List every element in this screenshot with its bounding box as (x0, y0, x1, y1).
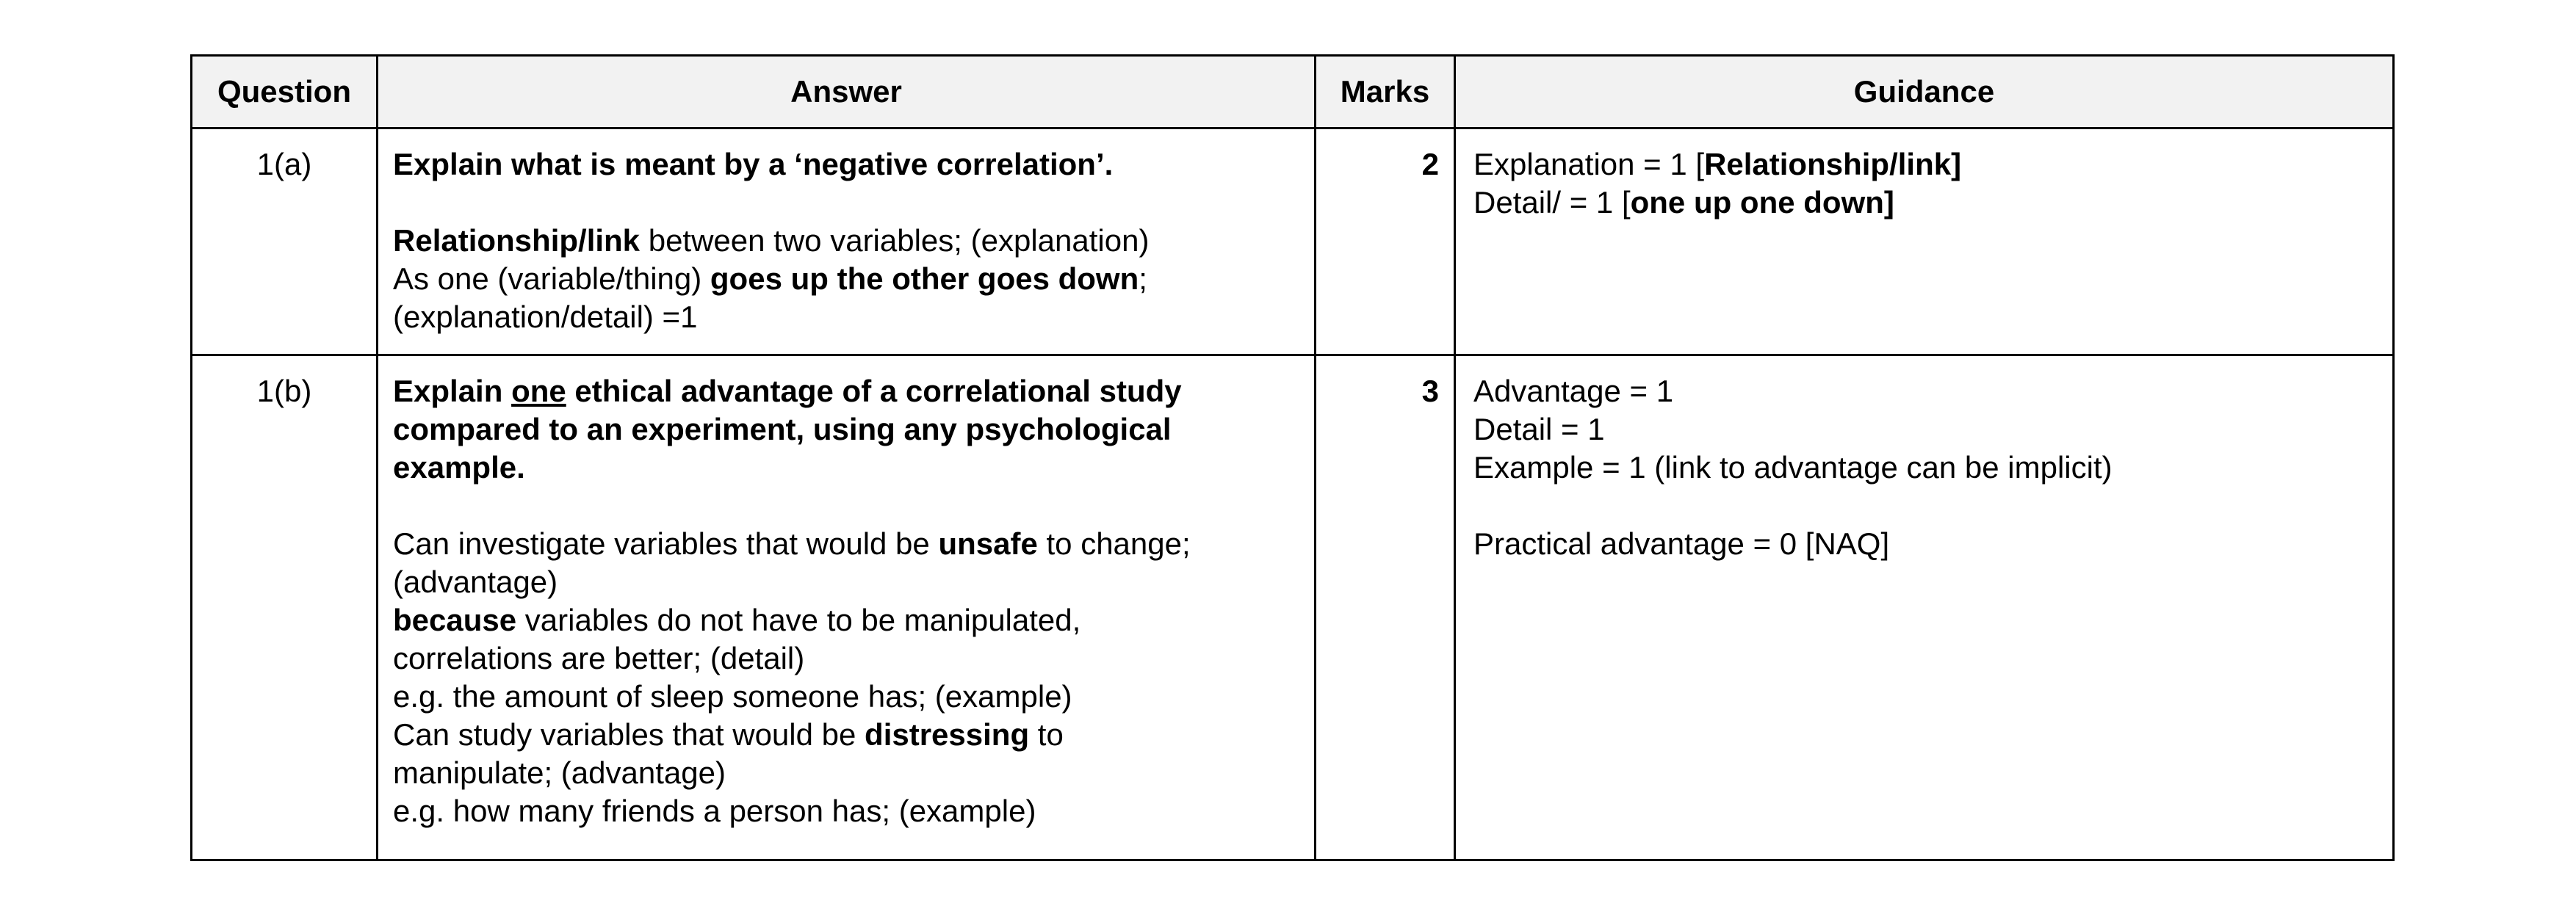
prompt-text: Explain (393, 374, 512, 408)
header-question: Question (192, 56, 378, 128)
answer-line: correlations are better; (detail) (393, 641, 805, 675)
answer-line: e.g. the amount of sleep someone has; (example) (393, 679, 1072, 714)
answer-text: ; (1139, 261, 1147, 296)
guidance-cell (1455, 128, 2394, 355)
answer-text: between two variables; (explanation) (640, 223, 1150, 258)
guidance-text: Explanation = 1 [ (1473, 147, 1705, 181)
answer-text: Can investigate variables that would be (393, 526, 939, 561)
guidance-cell (1455, 355, 2394, 860)
answer-line (393, 260, 1301, 298)
answer-line: (advantage) (393, 565, 558, 599)
guidance-line: Advantage = 1 (1473, 374, 1674, 408)
header-answer: Answer (378, 56, 1316, 128)
answer-keyword: Relationship/link (393, 223, 641, 258)
answer-keyword: distressing (865, 717, 1030, 752)
question-prompt: compared to an experiment, using any psychological (393, 412, 1172, 446)
question-prompt: example. (393, 450, 525, 485)
answer-cell (378, 355, 1316, 860)
answer-line (393, 716, 1301, 754)
answer-text: Can study variables that would be (393, 717, 865, 752)
answer-keyword: because (393, 603, 517, 637)
marks-value: 3 (1316, 355, 1455, 860)
answer-text: As one (variable/thing) (393, 261, 710, 296)
guidance-line: Detail = 1 (1473, 412, 1605, 446)
header-guidance: Guidance (1455, 56, 2394, 128)
question-number: 1(b) (192, 355, 378, 860)
guidance-keyword: one up one down] (1630, 185, 1894, 220)
guidance-text: Detail/ = 1 [ (1473, 185, 1631, 220)
answer-line: manipulate; (advantage) (393, 755, 726, 790)
answer-text: to change; (1037, 526, 1191, 561)
guidance-line (1473, 184, 2379, 222)
table-row (192, 355, 2394, 860)
answer-line (393, 601, 1301, 639)
guidance-line: Example = 1 (link to advantage can be implicit) (1473, 450, 2113, 485)
prompt-underlined: one (511, 374, 566, 408)
guidance-line: Practical advantage = 0 [NAQ] (1473, 526, 1890, 561)
question-prompt: Explain what is meant by a ‘negative correlation’. (393, 147, 1114, 181)
answer-line: e.g. how many friends a person has; (example) (393, 794, 1036, 828)
marks-value: 2 (1316, 128, 1455, 355)
header-marks: Marks (1316, 56, 1455, 128)
guidance-keyword: Relationship/link] (1704, 147, 1962, 181)
answer-keyword: unsafe (938, 526, 1038, 561)
answer-cell (378, 128, 1316, 355)
answer-line (393, 525, 1301, 563)
answer-keyword: goes up the other goes down (710, 261, 1139, 296)
header-row (192, 56, 2394, 128)
question-number: 1(a) (192, 128, 378, 355)
answer-line (393, 222, 1301, 260)
answer-line: (explanation/detail) =1 (393, 300, 698, 334)
guidance-line (1473, 145, 2379, 184)
prompt-text: ethical advantage of a correlational study (566, 374, 1182, 408)
answer-text: variables do not have to be manipulated, (516, 603, 1081, 637)
mark-scheme-table (190, 54, 2395, 861)
question-prompt (393, 372, 1301, 410)
answer-text: to (1029, 717, 1064, 752)
table-row (192, 128, 2394, 355)
